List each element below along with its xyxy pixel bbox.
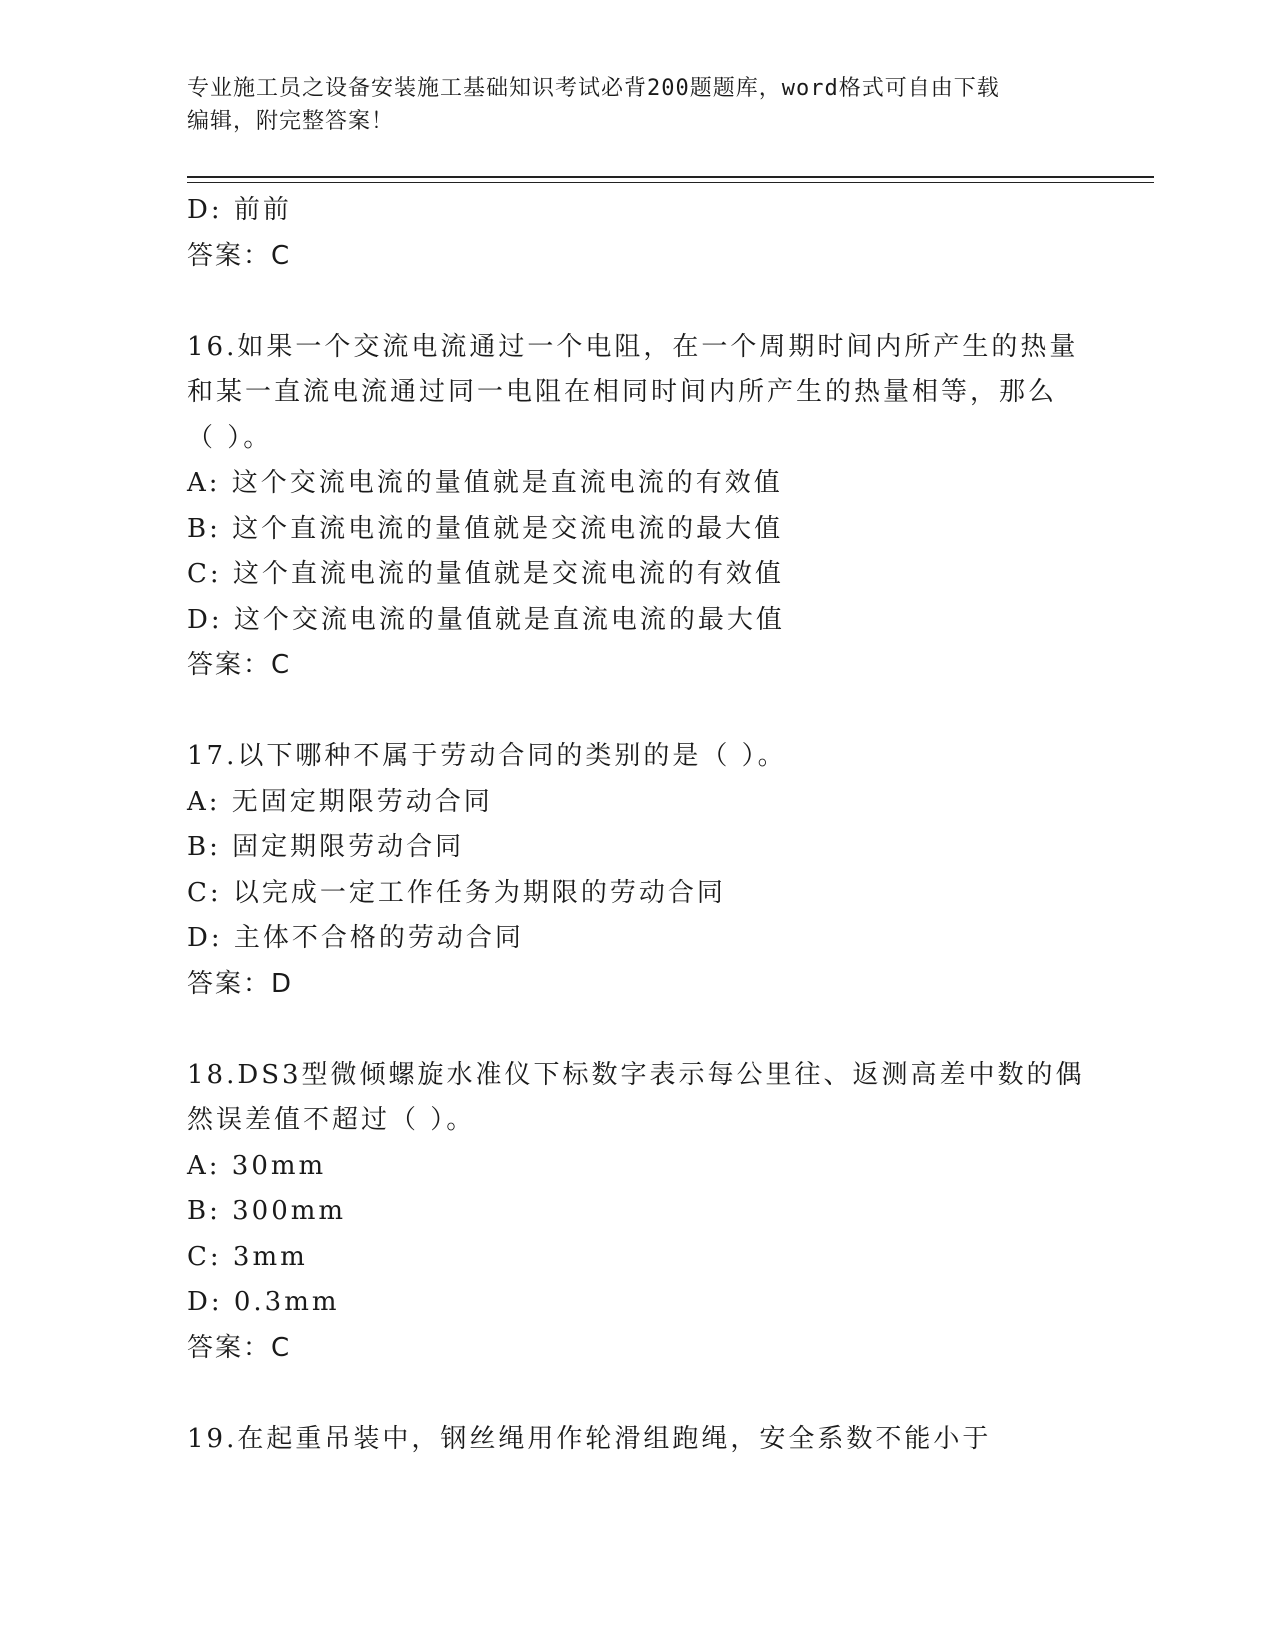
question-block-16: [187, 325, 1087, 689]
page-header: [187, 72, 1087, 138]
answer-line: 答案：C: [187, 240, 292, 271]
spacer: [187, 1371, 1087, 1417]
option-b: B: 这个直流电流的量值就是交流电流的最大值: [187, 513, 784, 544]
spacer: [187, 689, 1087, 735]
question-stem-line: 然误差值不超过（ ）。: [187, 1105, 476, 1135]
option-a: A: 这个交流电流的量值就是直流电流的有效值: [187, 468, 783, 498]
header-divider-thin: [187, 182, 1154, 183]
question-block-18: [187, 1053, 1087, 1372]
question-stem-line: 和某一直流电流通过同一电阻在相同时间内所产生的热量相等，那么: [187, 377, 1058, 407]
option-b: B: 固定期限劳动合同: [187, 832, 465, 862]
option-c: C: 以完成一定工作任务为期限的劳动合同: [187, 877, 726, 908]
spacer: [187, 1007, 1087, 1053]
header-title-line-2: 编辑，附完整答案！: [187, 109, 395, 134]
question-block-prev: [187, 188, 1087, 279]
question-stem-line: （ ）。: [187, 422, 273, 453]
answer-line: 答案：C: [187, 650, 292, 680]
option-c: C: 这个直流电流的量值就是交流电流的有效值: [187, 559, 784, 589]
spacer: [187, 279, 1087, 325]
question-block-17: [187, 734, 1087, 1007]
question-block-19: [187, 1417, 1087, 1463]
answer-line: 答案：D: [187, 968, 294, 999]
header-divider-thick: [187, 176, 1154, 178]
question-stem-line: 16.如果一个交流电流通过一个电阻，在一个周期时间内所产生的热量: [187, 331, 1079, 362]
option-d: D: 0.3mm: [187, 1287, 340, 1317]
option-d: D: 前前: [187, 195, 292, 225]
option-d: D: 主体不合格的劳动合同: [187, 923, 524, 953]
option-d: D: 这个交流电流的量值就是直流电流的最大值: [187, 604, 785, 635]
question-stem-line: 18.DS3型微倾螺旋水准仪下标数字表示每公里往、返测高差中数的偶: [187, 1059, 1085, 1090]
header-title-line-1: 专业施工员之设备安装施工基础知识考试必背200题题库，word格式可自由下载: [187, 76, 1000, 101]
option-c: C: 3mm: [187, 1241, 308, 1272]
option-a: A: 30mm: [187, 1150, 327, 1181]
question-stem-line: 17.以下哪种不属于劳动合同的类别的是（ ）。: [187, 741, 787, 771]
option-a: A: 无固定期限劳动合同: [187, 786, 493, 817]
question-stem-line: 19.在起重吊装中，钢丝绳用作轮滑组跑绳，安全系数不能小于: [187, 1423, 992, 1454]
answer-line: 答案：C: [187, 1332, 292, 1363]
option-b: B: 300mm: [187, 1196, 347, 1226]
question-content: [187, 188, 1087, 1462]
